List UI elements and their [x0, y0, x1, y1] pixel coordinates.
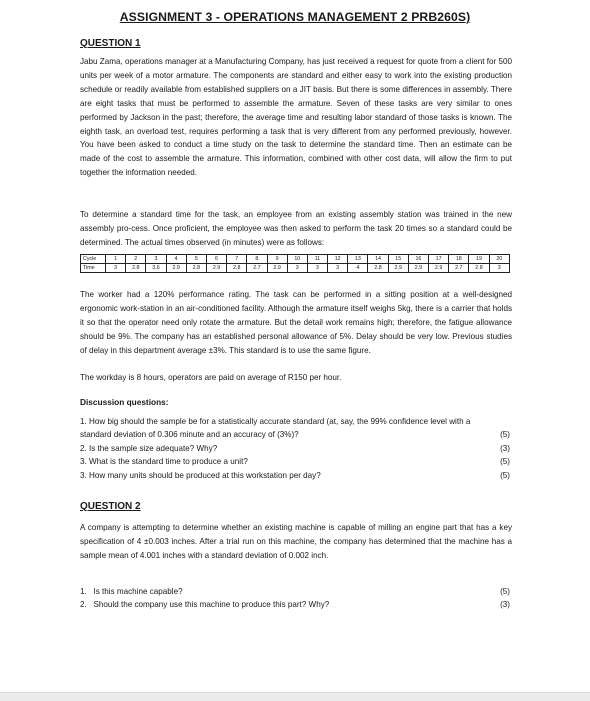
question-text: 1. Is this machine capable?	[80, 587, 183, 596]
time-cell: 4	[348, 264, 368, 273]
cycle-cell: 4	[166, 255, 186, 264]
time-cell: 2.8	[227, 264, 247, 273]
page-title: ASSIGNMENT 3 - OPERATIONS MANAGEMENT 2 PRB260S)	[119, 10, 471, 24]
cycle-cell: 17	[429, 255, 449, 264]
time-cell: 2.8	[469, 264, 489, 273]
time-cell: 3	[328, 264, 348, 273]
question-1-paragraph-1: Jabu Zama, operations manager at a Manufacturing Company, has just received a request for quote from a client for 500 units per week of a motor armature. The components are standard and either easy to work into the existing production schedule or readily available from established suppliers on a JIT basis. But there is some differences in assembly. There are eight tasks that must be performed to assemble the armature. Seven of these tasks are very similar to ones performed by Jackson in the past; therefore, the average time and resulting labor standard of those tasks is known. The eighth task, an overload test, requires performing a task that is very different from any performed previously, however. You have been asked to conduct a time study on the task to determine the standard time. Then an estimate can be made of the cost to assemble the armature. This information, combined with other cost data, will allow the firm to put together the information needed.	[80, 57, 512, 178]
cycle-time-table	[80, 254, 510, 273]
discussion-question	[80, 415, 510, 442]
question-2-paragraph: A company is attempting to determine whether an existing machine is capable of milling an engine part that has a key specification of 4 ±0.003 inches. After a trial run on this machine, the company has determined that the machine has a sample mean of 4.001 inches with a standard deviation of 0.002 inch.	[80, 523, 512, 560]
cycle-cell: 8	[247, 255, 267, 264]
cycle-cell: 12	[328, 255, 348, 264]
question-text: 3. What is the standard time to produce a unit?	[80, 457, 248, 467]
time-cell: 2.9	[429, 264, 449, 273]
cycle-cell: 14	[368, 255, 388, 264]
time-cell: 2.9	[206, 264, 226, 273]
time-cell: 3	[489, 264, 509, 273]
question-2-list	[80, 585, 510, 612]
question-marks: (5)	[500, 587, 510, 596]
cycle-cell: 7	[227, 255, 247, 264]
question-1-paragraph-2: To determine a standard time for the task, an employee from an existing assembly station was trained in the new assembly pro-cess. Once proficient, the employee was then asked to perform the task 20 times so a standard could be determined. The actual times observed (in minutes) were as follows:	[80, 210, 512, 247]
time-cell: 2.7	[247, 264, 267, 273]
question-marks: (3)	[500, 600, 510, 610]
cycle-cell: 20	[489, 255, 509, 264]
discussion-question	[80, 442, 510, 455]
question-2-item	[80, 598, 510, 611]
cycle-cell: 16	[408, 255, 428, 264]
time-cell: 2.9	[267, 264, 287, 273]
question-2-heading: QUESTION 2	[80, 501, 141, 512]
cycle-cell: 5	[186, 255, 206, 264]
cycle-cell: 10	[287, 255, 307, 264]
question-marks: (5)	[500, 430, 510, 439]
cycle-cell: 2	[126, 255, 146, 264]
cycle-row-label: Cycle	[81, 255, 106, 264]
time-cell: 3	[106, 264, 126, 273]
time-row	[81, 264, 510, 273]
time-cell: 3	[307, 264, 327, 273]
time-cell: 2.9	[388, 264, 408, 273]
discussion-question-list	[80, 415, 510, 482]
cycle-cell: 11	[307, 255, 327, 264]
question-1-paragraph-3: The worker had a 120% performance rating. The task can be performed in a sitting position at a well-designed ergonomic work-station in an air-conditioned facility. Although the armature itself weighs 5kg, there is a carrier that holds it so that the operator need only rotate the armature. But the detail work remains high; therefore, the fatigue allowance should be 9%. The company has an established personal allowance of 5%. Delay should be very low. Previous studies of delay in this department average ±3%. This standard is to use the same figure.	[80, 290, 512, 355]
question-1-paragraph-4: The workday is 8 hours, operators are paid on average of R150 per hour.	[80, 373, 342, 382]
cycle-cell: 13	[348, 255, 368, 264]
question-marks: (3)	[500, 443, 510, 453]
question-marks: (5)	[500, 470, 510, 480]
time-cell: 2.8	[368, 264, 388, 273]
cycle-cell: 6	[206, 255, 226, 264]
time-cell: 2.8	[126, 264, 146, 273]
question-text: 1. How big should the sample be for a statistically accurate standard (at, say, the 99% confidence level with a standard deviation of 0.306 minute and an accuracy of (3%)?	[80, 417, 471, 440]
time-cell: 2.9	[408, 264, 428, 273]
cycle-cell: 18	[449, 255, 469, 264]
question-marks: (5)	[500, 457, 510, 467]
time-cell: 3.6	[146, 264, 166, 273]
discussion-question	[80, 469, 510, 482]
cycle-cell: 15	[388, 255, 408, 264]
cycle-cell: 9	[267, 255, 287, 264]
question-text: 3. How many units should be produced at this workstation per day?	[80, 470, 321, 480]
question-text: 2. Should the company use this machine to produce this part? Why?	[80, 600, 330, 610]
time-cell: 2.9	[166, 264, 186, 273]
question-2-item	[80, 585, 510, 598]
discussion-question	[80, 455, 510, 468]
time-cell: 2.7	[449, 264, 469, 273]
cycle-cell: 19	[469, 255, 489, 264]
discussion-questions-heading: Discussion questions:	[80, 397, 169, 407]
cycle-cell: 1	[106, 255, 126, 264]
question-1-heading: QUESTION 1	[80, 38, 141, 49]
cycle-cell: 3	[146, 255, 166, 264]
cycle-row	[81, 255, 510, 264]
time-cell: 2.8	[186, 264, 206, 273]
time-cell: 3	[287, 264, 307, 273]
question-text: 2. Is the sample size adequate? Why?	[80, 443, 218, 453]
time-row-label: Time	[81, 264, 106, 273]
